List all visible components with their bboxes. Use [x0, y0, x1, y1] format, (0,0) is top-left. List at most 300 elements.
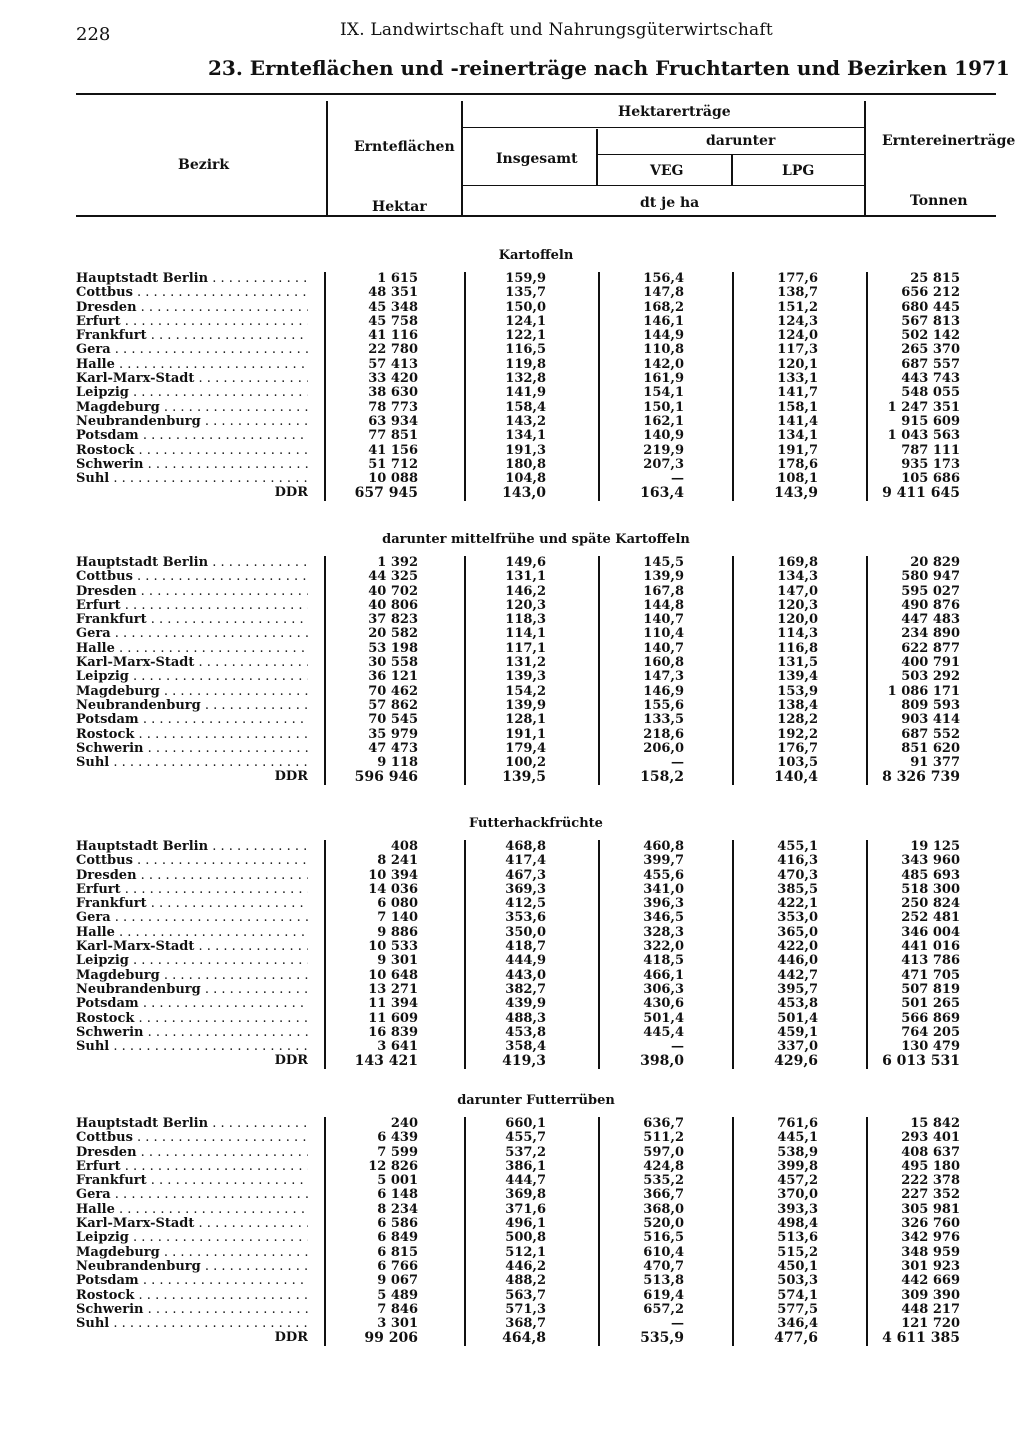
area-cell: 14 036: [368, 881, 418, 897]
yield-lpg-cell: 131,5: [777, 655, 818, 671]
yield-lpg-cell: 399,8: [777, 1158, 818, 1174]
area-cell: 70 462: [368, 683, 418, 699]
harvest-cell: 687 557: [901, 356, 960, 372]
yield-veg-cell: —: [671, 1316, 684, 1332]
area-cell: 40 806: [368, 597, 418, 613]
bezirk-name: [76, 728, 308, 742]
yield-lpg-cell: 761,6: [777, 1116, 818, 1131]
yield-total-cell: 455,7: [505, 1130, 546, 1146]
harvest-cell: 234 890: [901, 626, 960, 642]
yield-total-cell: 444,7: [505, 1173, 546, 1189]
bezirk-name-text: DDR: [274, 486, 308, 501]
bezirk-name: [76, 458, 308, 472]
area-cell: 10 648: [368, 967, 418, 983]
bezirk-name-text: Leipzig: [76, 670, 129, 685]
area-cell: 7 599: [377, 1144, 418, 1160]
yield-veg-cell: 206,0: [643, 740, 684, 756]
yield-total-cell: 150,0: [505, 299, 546, 315]
harvest-cell: 1 086 171: [887, 683, 960, 699]
bezirk-name: [76, 1260, 308, 1274]
bezirk-name-text: Erfurt: [76, 1159, 121, 1174]
area-cell: 41 156: [368, 442, 418, 458]
bezirk-name: [76, 1174, 308, 1188]
area-cell: 70 545: [368, 712, 418, 728]
area-cell: 35 979: [368, 726, 418, 742]
area-cell: 41 116: [368, 328, 418, 344]
yield-total-cell: 418,7: [505, 939, 546, 955]
bezirk-name: [76, 358, 308, 372]
yield-lpg-cell: 120,0: [777, 612, 818, 628]
area-cell: 6 080: [377, 896, 418, 912]
yield-veg-cell: 535,9: [640, 1330, 684, 1347]
yield-total-cell: 488,3: [505, 1010, 546, 1026]
yield-total-cell: 443,0: [505, 967, 546, 983]
bezirk-name-text: DDR: [274, 770, 308, 785]
yield-veg-cell: 133,5: [643, 712, 684, 728]
header-divider-2: [461, 101, 463, 217]
bezirk-name-text: Schwerin: [76, 457, 144, 472]
bezirk-name: [76, 883, 308, 897]
yield-lpg-cell: 365,0: [777, 924, 818, 940]
yield-veg-cell: 398,0: [640, 1053, 684, 1070]
yield-lpg-cell: 429,6: [774, 1053, 818, 1070]
area-cell: 30 558: [368, 655, 418, 671]
yield-lpg-cell: 147,0: [777, 583, 818, 599]
bezirk-name-text: Neubrandenburg: [76, 698, 201, 713]
area-cell: 9 067: [377, 1273, 418, 1289]
header-divider-1: [326, 101, 328, 217]
bezirk-name-text: Rostock: [76, 1011, 135, 1026]
bezirk-name-text: Dresden: [76, 1145, 137, 1160]
yield-veg-cell: 445,4: [643, 1024, 684, 1040]
bezirk-name: [76, 401, 308, 415]
area-cell: 6 849: [377, 1230, 418, 1246]
yield-veg-cell: 140,7: [643, 640, 684, 656]
harvest-cell: 326 760: [901, 1216, 960, 1232]
area-cell: 45 758: [368, 313, 418, 329]
yield-total-cell: 117,1: [505, 640, 546, 656]
yield-veg-cell: 306,3: [643, 981, 684, 997]
bezirk-name: [76, 315, 308, 329]
yield-veg-cell: 424,8: [643, 1158, 684, 1174]
yield-lpg-cell: 133,1: [777, 371, 818, 387]
area-cell: 240: [390, 1116, 418, 1131]
area-cell: 47 473: [368, 740, 418, 756]
bezirk-name: [76, 286, 308, 300]
header-unit-tonnen: Tonnen: [910, 193, 968, 209]
header-rule-darunter: [596, 154, 864, 155]
area-cell: 6 586: [377, 1216, 418, 1232]
area-cell: 10 088: [368, 471, 418, 487]
yield-total-cell: 149,6: [505, 555, 546, 570]
bezirk-name: [76, 444, 308, 458]
yield-total-cell: 660,1: [505, 1116, 546, 1131]
yield-total-cell: 143,2: [505, 413, 546, 429]
bezirk-name: [76, 983, 308, 997]
yield-total-cell: 563,7: [505, 1287, 546, 1303]
bezirk-name-text: Leipzig: [76, 1231, 129, 1246]
harvest-cell: 507 819: [901, 981, 960, 997]
bezirk-name-text: Frankfurt: [76, 613, 147, 628]
harvest-cell: 548 055: [901, 385, 960, 401]
area-cell: 9 886: [377, 924, 418, 940]
harvest-cell: 764 205: [901, 1024, 960, 1040]
header-rule-hektarertraege: [461, 127, 864, 128]
yield-veg-cell: 341,0: [643, 881, 684, 897]
yield-veg-cell: —: [671, 755, 684, 771]
yield-total-cell: 419,3: [502, 1053, 546, 1070]
yield-veg-cell: 657,2: [643, 1301, 684, 1317]
header-ernteflaechen: Ernteflächen: [354, 139, 455, 155]
area-cell: 57 862: [368, 697, 418, 713]
yield-lpg-cell: 178,6: [777, 456, 818, 472]
bezirk-name: [76, 570, 308, 584]
area-cell: 63 934: [368, 413, 418, 429]
yield-total-cell: 496,1: [505, 1216, 546, 1232]
header-veg: VEG: [650, 163, 684, 179]
harvest-cell: 130 479: [901, 1039, 960, 1055]
harvest-cell: 1 247 351: [887, 399, 960, 415]
yield-lpg-cell: 124,0: [777, 328, 818, 344]
column-rule: [464, 556, 466, 785]
yield-veg-cell: 470,7: [643, 1258, 684, 1274]
yield-veg-cell: 147,8: [643, 285, 684, 301]
yield-lpg-cell: 138,4: [777, 697, 818, 713]
area-cell: 20 582: [368, 626, 418, 642]
bezirk-name: [76, 997, 308, 1011]
yield-total-cell: 369,8: [505, 1187, 546, 1203]
section-title: Kartoffeln: [498, 248, 574, 263]
running-head: IX. Landwirtschaft und Nahrungsgüterwirtschaft: [340, 20, 773, 40]
yield-lpg-cell: 116,8: [777, 640, 818, 656]
yield-total-cell: 353,6: [505, 910, 546, 926]
yield-lpg-cell: 503,3: [777, 1273, 818, 1289]
yield-veg-cell: 144,8: [643, 597, 684, 613]
harvest-cell: 15 842: [910, 1116, 960, 1131]
column-rule: [598, 556, 600, 785]
yield-veg-cell: 146,1: [643, 313, 684, 329]
yield-total-cell: 350,0: [505, 924, 546, 940]
column-rule: [866, 840, 868, 1069]
harvest-cell: 680 445: [901, 299, 960, 315]
column-rule: [324, 840, 326, 1069]
area-cell: 3 301: [377, 1316, 418, 1332]
yield-veg-cell: 110,4: [643, 626, 684, 642]
yield-lpg-cell: 191,7: [777, 442, 818, 458]
bezirk-name-text: Dresden: [76, 300, 137, 315]
yield-lpg-cell: 538,9: [777, 1144, 818, 1160]
area-cell: 36 121: [368, 669, 418, 685]
yield-total-cell: 488,2: [505, 1273, 546, 1289]
yield-lpg-cell: 124,3: [777, 313, 818, 329]
yield-lpg-cell: 140,4: [774, 769, 818, 786]
area-cell: 143 421: [354, 1053, 418, 1070]
bezirk-name-text: Magdeburg: [76, 684, 160, 699]
area-cell: 8 241: [377, 853, 418, 869]
harvest-cell: 903 414: [901, 712, 960, 728]
bezirk-name: [76, 613, 308, 627]
bezirk-name: [76, 699, 308, 713]
bezirk-name: [76, 869, 308, 883]
bezirk-name: [76, 742, 308, 756]
yield-lpg-cell: 158,1: [777, 399, 818, 415]
harvest-cell: 656 212: [901, 285, 960, 301]
yield-total-cell: 158,4: [505, 399, 546, 415]
total-label: [76, 1054, 308, 1068]
bezirk-name-text: Cottbus: [76, 570, 133, 585]
yield-lpg-cell: 117,3: [777, 342, 818, 358]
area-cell: 5 489: [377, 1287, 418, 1303]
harvest-cell: 8 326 739: [882, 769, 960, 786]
bezirk-name-text: Suhl: [76, 472, 110, 487]
bezirk-name: [76, 343, 308, 357]
yield-veg-cell: 597,0: [643, 1144, 684, 1160]
harvest-cell: 448 217: [901, 1301, 960, 1317]
bezirk-name-text: Karl-Marx-Stadt: [76, 372, 195, 387]
yield-total-cell: 139,5: [502, 769, 546, 786]
bezirk-name: [76, 429, 308, 443]
bezirk-name: [76, 386, 308, 400]
bezirk-name-text: Gera: [76, 627, 111, 642]
yield-total-cell: 119,8: [505, 356, 546, 372]
bezirk-name-text: Erfurt: [76, 598, 121, 613]
bezirk-name-text: Dresden: [76, 868, 137, 883]
yield-lpg-cell: 498,4: [777, 1216, 818, 1232]
yield-total-cell: 464,8: [502, 1330, 546, 1347]
yield-veg-cell: 155,6: [643, 697, 684, 713]
bezirk-name: [76, 1203, 308, 1217]
bezirk-name-text: Schwerin: [76, 1302, 144, 1317]
harvest-cell: 567 813: [901, 313, 960, 329]
bezirk-name-text: Suhl: [76, 1317, 110, 1332]
harvest-cell: 105 686: [901, 471, 960, 487]
yield-total-cell: 412,5: [505, 896, 546, 912]
yield-total-cell: 382,7: [505, 981, 546, 997]
yield-lpg-cell: 134,1: [777, 428, 818, 444]
yield-lpg-cell: 134,3: [777, 569, 818, 585]
harvest-cell: 348 959: [901, 1244, 960, 1260]
yield-lpg-cell: 151,2: [777, 299, 818, 315]
yield-lpg-cell: 153,9: [777, 683, 818, 699]
harvest-cell: 227 352: [901, 1187, 960, 1203]
area-cell: 9 301: [377, 953, 418, 969]
yield-lpg-cell: 446,0: [777, 953, 818, 969]
column-rule: [598, 272, 600, 501]
bezirk-name: [76, 1246, 308, 1260]
yield-total-cell: 468,8: [505, 839, 546, 854]
yield-veg-cell: 466,1: [643, 967, 684, 983]
yield-veg-cell: 140,9: [643, 428, 684, 444]
bezirk-name: [76, 969, 308, 983]
bezirk-name: [76, 1131, 308, 1145]
yield-total-cell: 128,1: [505, 712, 546, 728]
bezirk-name-text: Erfurt: [76, 314, 121, 329]
harvest-cell: 501 265: [901, 996, 960, 1012]
column-rule: [732, 272, 734, 501]
header-insgesamt: Insgesamt: [496, 151, 578, 167]
yield-lpg-cell: 459,1: [777, 1024, 818, 1040]
bezirk-name: [76, 415, 308, 429]
bezirk-name-text: Gera: [76, 1188, 111, 1203]
harvest-cell: 413 786: [901, 953, 960, 969]
yield-total-cell: 417,4: [505, 853, 546, 869]
column-rule: [732, 840, 734, 1069]
bezirk-name-text: Leipzig: [76, 386, 129, 401]
yield-lpg-cell: 385,5: [777, 881, 818, 897]
bezirk-name: [76, 585, 308, 599]
yield-veg-cell: 160,8: [643, 655, 684, 671]
bezirk-name-text: Rostock: [76, 727, 135, 742]
bezirk-name: [76, 599, 308, 613]
table-title: 23. Ernteflächen und -reinerträge nach Fruchtarten und Bezirken 1971: [208, 56, 1010, 80]
yield-veg-cell: 161,9: [643, 371, 684, 387]
yield-veg-cell: 139,9: [643, 569, 684, 585]
harvest-cell: 622 877: [901, 640, 960, 656]
harvest-cell: 400 791: [901, 655, 960, 671]
bezirk-name: [76, 372, 308, 386]
yield-total-cell: 358,4: [505, 1039, 546, 1055]
bezirk-name-text: Potsdam: [76, 713, 139, 728]
harvest-cell: 309 390: [901, 1287, 960, 1303]
yield-veg-cell: —: [671, 1039, 684, 1055]
harvest-cell: 305 981: [901, 1201, 960, 1217]
yield-veg-cell: 158,2: [640, 769, 684, 786]
yield-lpg-cell: 177,6: [777, 271, 818, 286]
header-top-rule: [76, 93, 996, 95]
yield-lpg-cell: 477,6: [774, 1330, 818, 1347]
yield-veg-cell: 154,1: [643, 385, 684, 401]
bezirk-name-text: Halle: [76, 925, 115, 940]
yield-veg-cell: 636,7: [643, 1116, 684, 1131]
harvest-cell: 580 947: [901, 569, 960, 585]
bezirk-name-text: Magdeburg: [76, 400, 160, 415]
header-unit-dt: dt je ha: [640, 195, 700, 211]
harvest-cell: 121 720: [901, 1316, 960, 1332]
yield-total-cell: 143,0: [502, 485, 546, 502]
area-cell: 13 271: [368, 981, 418, 997]
bezirk-name: [76, 713, 308, 727]
harvest-cell: 566 869: [901, 1010, 960, 1026]
harvest-cell: 490 876: [901, 597, 960, 613]
yield-total-cell: 444,9: [505, 953, 546, 969]
bezirk-name-text: Hauptstadt Berlin: [76, 840, 209, 854]
bezirk-name-text: Frankfurt: [76, 329, 147, 344]
column-rule: [324, 1117, 326, 1346]
bezirk-name-text: Magdeburg: [76, 968, 160, 983]
column-rule: [464, 1117, 466, 1346]
bezirk-name-text: Frankfurt: [76, 897, 147, 912]
area-cell: 78 773: [368, 399, 418, 415]
area-cell: 7 846: [377, 1301, 418, 1317]
column-rule: [866, 272, 868, 501]
yield-lpg-cell: 393,3: [777, 1201, 818, 1217]
yield-lpg-cell: 577,5: [777, 1301, 818, 1317]
harvest-cell: 252 481: [901, 910, 960, 926]
yield-lpg-cell: 457,2: [777, 1173, 818, 1189]
yield-veg-cell: —: [671, 471, 684, 487]
yield-lpg-cell: 445,1: [777, 1130, 818, 1146]
column-rule: [324, 272, 326, 501]
yield-total-cell: 368,7: [505, 1316, 546, 1332]
yield-veg-cell: 328,3: [643, 924, 684, 940]
yield-total-cell: 114,1: [505, 626, 546, 642]
bezirk-name: [76, 656, 308, 670]
bezirk-name-text: Schwerin: [76, 741, 144, 756]
bezirk-name-text: Halle: [76, 1202, 115, 1217]
bezirk-name-text: Karl-Marx-Stadt: [76, 940, 195, 955]
yield-veg-cell: 619,4: [643, 1287, 684, 1303]
yield-lpg-cell: 455,1: [777, 839, 818, 854]
yield-veg-cell: 455,6: [643, 867, 684, 883]
bezirk-name-text: Karl-Marx-Stadt: [76, 656, 195, 671]
bezirk-name: [76, 926, 308, 940]
area-cell: 596 946: [354, 769, 418, 786]
bezirk-name: [76, 1231, 308, 1245]
harvest-cell: 441 016: [901, 939, 960, 955]
area-cell: 48 351: [368, 285, 418, 301]
area-cell: 57 413: [368, 356, 418, 372]
bezirk-name-text: Rostock: [76, 1288, 135, 1303]
bezirk-name: [76, 1317, 308, 1331]
bezirk-name: [76, 1160, 308, 1174]
yield-veg-cell: 418,5: [643, 953, 684, 969]
bezirk-name: [76, 1274, 308, 1288]
yield-lpg-cell: 453,8: [777, 996, 818, 1012]
column-rule: [866, 556, 868, 785]
yield-veg-cell: 368,0: [643, 1201, 684, 1217]
header-divider-3: [596, 129, 598, 185]
section-title: darunter mittelfrühe und späte Kartoffeln: [382, 532, 690, 547]
bezirk-name: [76, 1289, 308, 1303]
yield-veg-cell: 144,9: [643, 328, 684, 344]
yield-total-cell: 453,8: [505, 1024, 546, 1040]
bezirk-name: [76, 329, 308, 343]
yield-lpg-cell: 103,5: [777, 755, 818, 771]
bezirk-name: [76, 1188, 308, 1202]
bezirk-name-text: Cottbus: [76, 1131, 133, 1146]
yield-total-cell: 500,8: [505, 1230, 546, 1246]
bezirk-name-text: Hauptstadt Berlin: [76, 272, 209, 286]
harvest-cell: 687 552: [901, 726, 960, 742]
yield-veg-cell: 219,9: [643, 442, 684, 458]
area-cell: 77 851: [368, 428, 418, 444]
yield-lpg-cell: 470,3: [777, 867, 818, 883]
harvest-cell: 222 378: [901, 1173, 960, 1189]
yield-veg-cell: 163,4: [640, 485, 684, 502]
area-cell: 22 780: [368, 342, 418, 358]
yield-total-cell: 439,9: [505, 996, 546, 1012]
yield-veg-cell: 142,0: [643, 356, 684, 372]
yield-total-cell: 141,9: [505, 385, 546, 401]
area-cell: 5 001: [377, 1173, 418, 1189]
yield-total-cell: 191,1: [505, 726, 546, 742]
harvest-cell: 503 292: [901, 669, 960, 685]
yield-total-cell: 116,5: [505, 342, 546, 358]
harvest-cell: 250 824: [901, 896, 960, 912]
yield-veg-cell: 430,6: [643, 996, 684, 1012]
yield-total-cell: 139,9: [505, 697, 546, 713]
header-divider-5: [864, 101, 866, 217]
yield-total-cell: 146,2: [505, 583, 546, 599]
yield-total-cell: 180,8: [505, 456, 546, 472]
bezirk-name-text: Magdeburg: [76, 1245, 160, 1260]
harvest-cell: 343 960: [901, 853, 960, 869]
yield-total-cell: 118,3: [505, 612, 546, 628]
area-cell: 16 839: [368, 1024, 418, 1040]
yield-total-cell: 131,1: [505, 569, 546, 585]
area-cell: 6 439: [377, 1130, 418, 1146]
total-label: [76, 1331, 308, 1345]
